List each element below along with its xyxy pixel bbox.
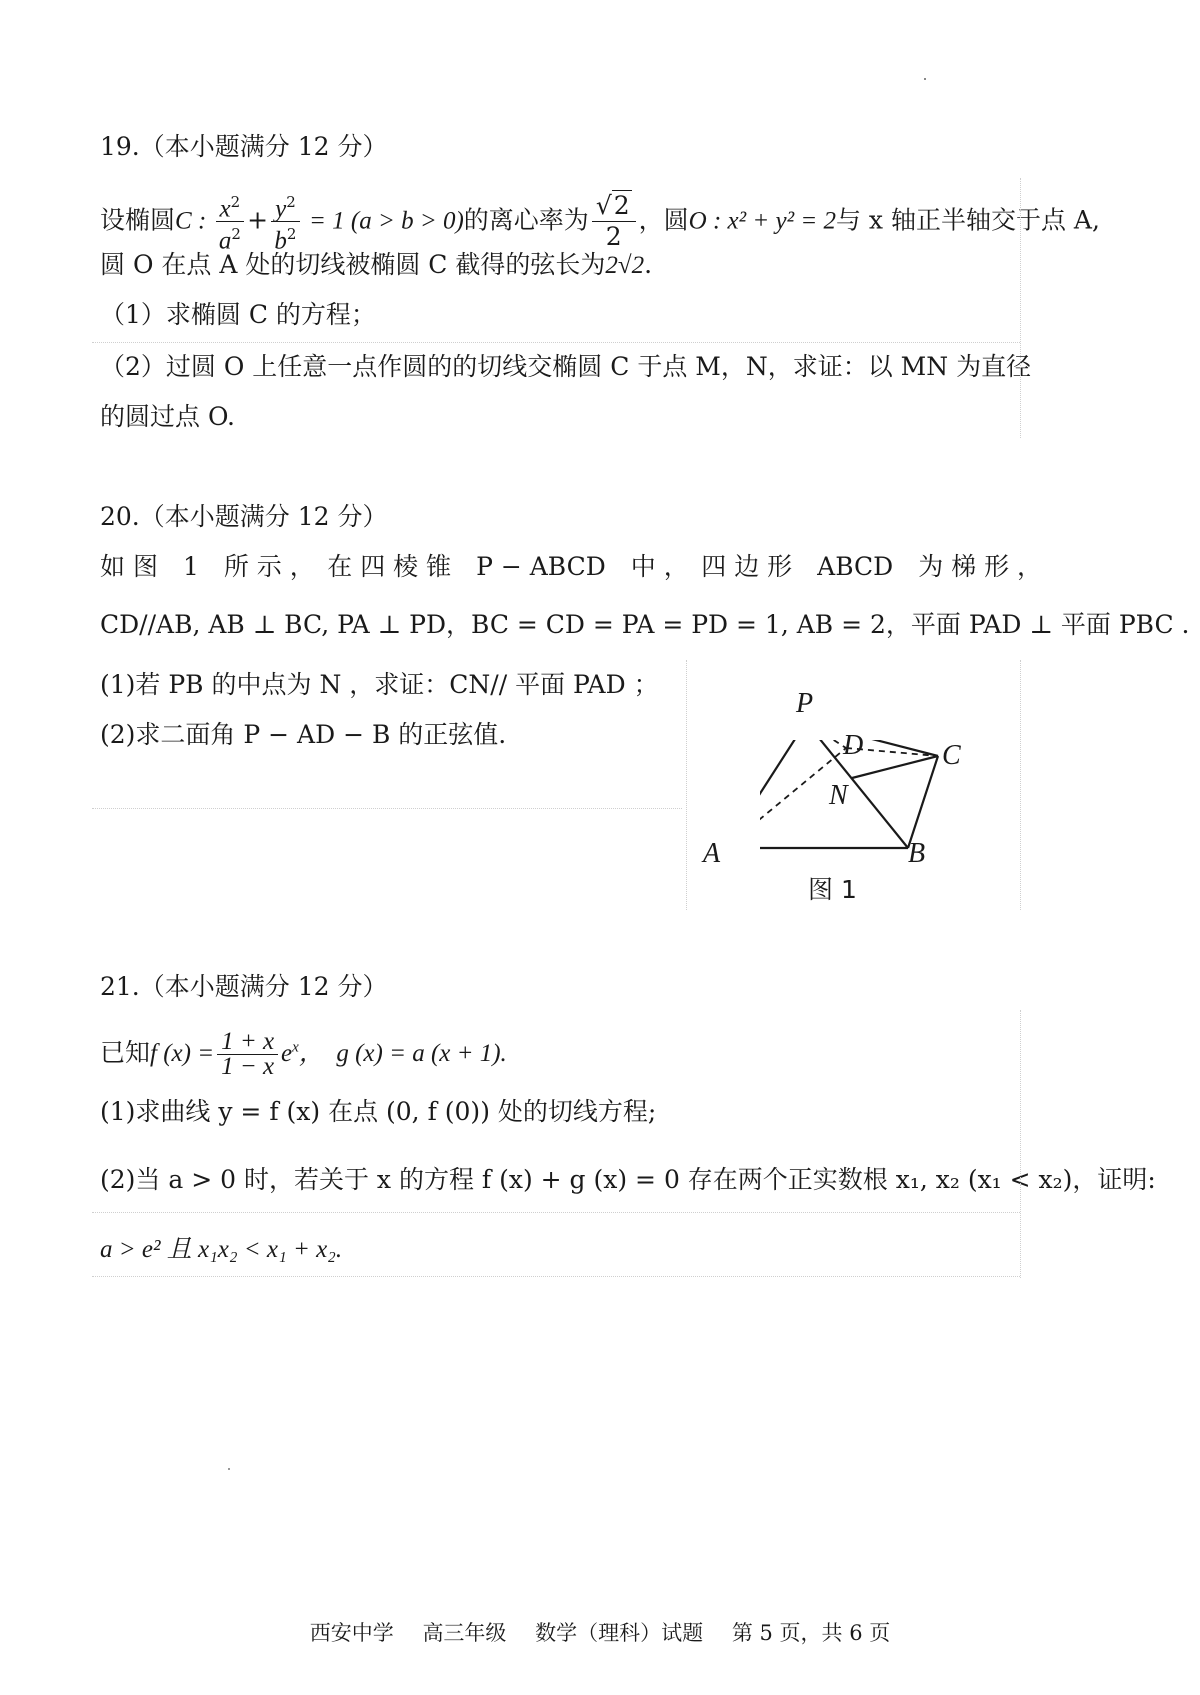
footer-subject: 数学（理科）试题 xyxy=(535,1621,704,1645)
label-A: A xyxy=(703,838,721,869)
q19-l1-post: 与 x 轴正半轴交于点 A, xyxy=(835,205,1100,235)
q19-frac-y: $\frac{y^2}{b^2}$ xyxy=(271,190,300,254)
scan-dot xyxy=(228,1468,230,1470)
dotted-edge xyxy=(686,660,687,910)
q19-part2-line1: （2）过圆 O 上任意一点作圆的的切线交椭圆 C 于点 M，N，求证：以 MN 为直径 xyxy=(100,352,1032,381)
q20-part2: (2)求二面角 P − AD − B 的正弦值. xyxy=(100,720,507,749)
q19-header: 19.（本小题满分 12 分） xyxy=(100,132,388,161)
q19-chord: 2√2 xyxy=(605,252,645,279)
q21-part1: (1)求曲线 y = f (x) 在点 (0, f (0)) 处的切线方程; xyxy=(100,1097,657,1126)
footer-school: 西安中学 xyxy=(309,1621,394,1645)
pyramid-figure xyxy=(760,740,1020,910)
q21-part2-line2: a > e² 且 x₁x₂ < x₁ + x₂. xyxy=(100,1236,343,1263)
q19-a: a xyxy=(218,227,232,255)
q21-f-lhs: f (x) = xyxy=(150,1040,215,1067)
q19-condition: = 1 (a > b > 0) xyxy=(302,207,464,235)
dotted-divider xyxy=(92,1276,1020,1277)
dotted-edge xyxy=(1020,178,1021,438)
dotted-divider xyxy=(92,342,1020,343)
q21-exp-base: e xyxy=(281,1040,293,1067)
scan-dot xyxy=(924,78,926,80)
q21-part2-line1: (2)当 a > 0 时，若关于 x 的方程 f (x) + g (x) = 0 存在两个正实数根 x₁, x₂ (x₁ < x₂)，证明: xyxy=(100,1165,1156,1194)
label-B: B xyxy=(908,838,926,869)
q21-exp-sup: x xyxy=(292,1039,299,1056)
q21-f-frac xyxy=(217,1030,278,1079)
dotted-edge xyxy=(1020,1010,1021,1278)
page-footer xyxy=(0,1617,1200,1647)
label-D: D xyxy=(843,730,864,761)
q19-frac-x: $\frac{x^2}{a^2}$ xyxy=(216,190,245,254)
q19-den2: 2 xyxy=(605,222,622,252)
q19-part2-line2: 的圆过点 O. xyxy=(100,402,235,431)
q19-l2-text: 圆 O 在点 A 处的切线被椭圆 C 截得的弦长为 xyxy=(100,250,606,279)
footer-grade: 高三年级 xyxy=(422,1621,507,1645)
label-N: N xyxy=(829,780,848,811)
edge-BC xyxy=(908,756,938,848)
q19-circ-pre: ，圆 xyxy=(638,205,689,235)
q20-line2: CD//AB, AB ⊥ BC, PA ⊥ PD，BC = CD = PA = PD = 1, AB = 2，平面 PAD ⊥ 平面 PBC . xyxy=(100,610,1190,639)
q21-f-den: 1 − x xyxy=(221,1053,275,1080)
dotted-divider xyxy=(92,808,682,809)
q21-f-num: 1 + x xyxy=(217,1030,278,1055)
figure-caption: 图 1 xyxy=(808,875,857,904)
q20-line1: 如 图 1 所 示 ， 在 四 棱 锥 P − ABCD 中 ， 四 边 形 ABCD 为 梯 形 ， xyxy=(100,552,1043,581)
q19-circle-eq: O : x² + y² = 2 xyxy=(688,207,836,235)
q21-given xyxy=(100,1030,507,1079)
q20-header: 20.（本小题满分 12 分） xyxy=(100,502,388,531)
q19-b: b xyxy=(274,227,287,255)
q19-part1: （1）求椭圆 C 的方程； xyxy=(100,300,376,329)
q19-line1: 设椭圆C : $\frac{x^2}{a^2}$ + $\frac{y^2}{b^2}$ = 1 (a > b > 0)的离心率为 $\frac{√2}{2}$ ，圆O : x² + y² = 2与 x 轴正半轴交于点 A, xyxy=(100,191,1100,255)
dotted-edge xyxy=(1020,660,1021,910)
q19-l2-end: . xyxy=(644,250,653,279)
q19-ellipse-name: C : xyxy=(175,207,213,235)
footer-page: 第 5 页，共 6 页 xyxy=(731,1621,891,1645)
q19-sqrt2: 2 xyxy=(613,191,630,221)
q21-g-def: ， g (x) = a (x + 1). xyxy=(298,1040,507,1067)
q19-line2 xyxy=(100,248,652,283)
label-P: P xyxy=(796,688,814,719)
q20-part1: (1)若 PB 的中点为 N ，求证：CN// 平面 PAD ； xyxy=(100,670,659,699)
q19-l1-mid: 的离心率为 xyxy=(463,205,589,235)
q21-header: 21.（本小题满分 12 分） xyxy=(100,972,388,1001)
q19-x: x xyxy=(219,195,231,223)
q19-eccentricity: $\frac{√2}{2}$ xyxy=(592,191,636,252)
q19-l1-pre: 设椭圆 xyxy=(100,205,176,235)
dotted-divider xyxy=(92,1212,1020,1213)
q19-y: y xyxy=(275,195,287,223)
label-C: C xyxy=(942,740,961,771)
segment-CN xyxy=(852,756,938,778)
edge-PA xyxy=(760,740,806,848)
q21-given-pre: 已知 xyxy=(100,1038,151,1067)
